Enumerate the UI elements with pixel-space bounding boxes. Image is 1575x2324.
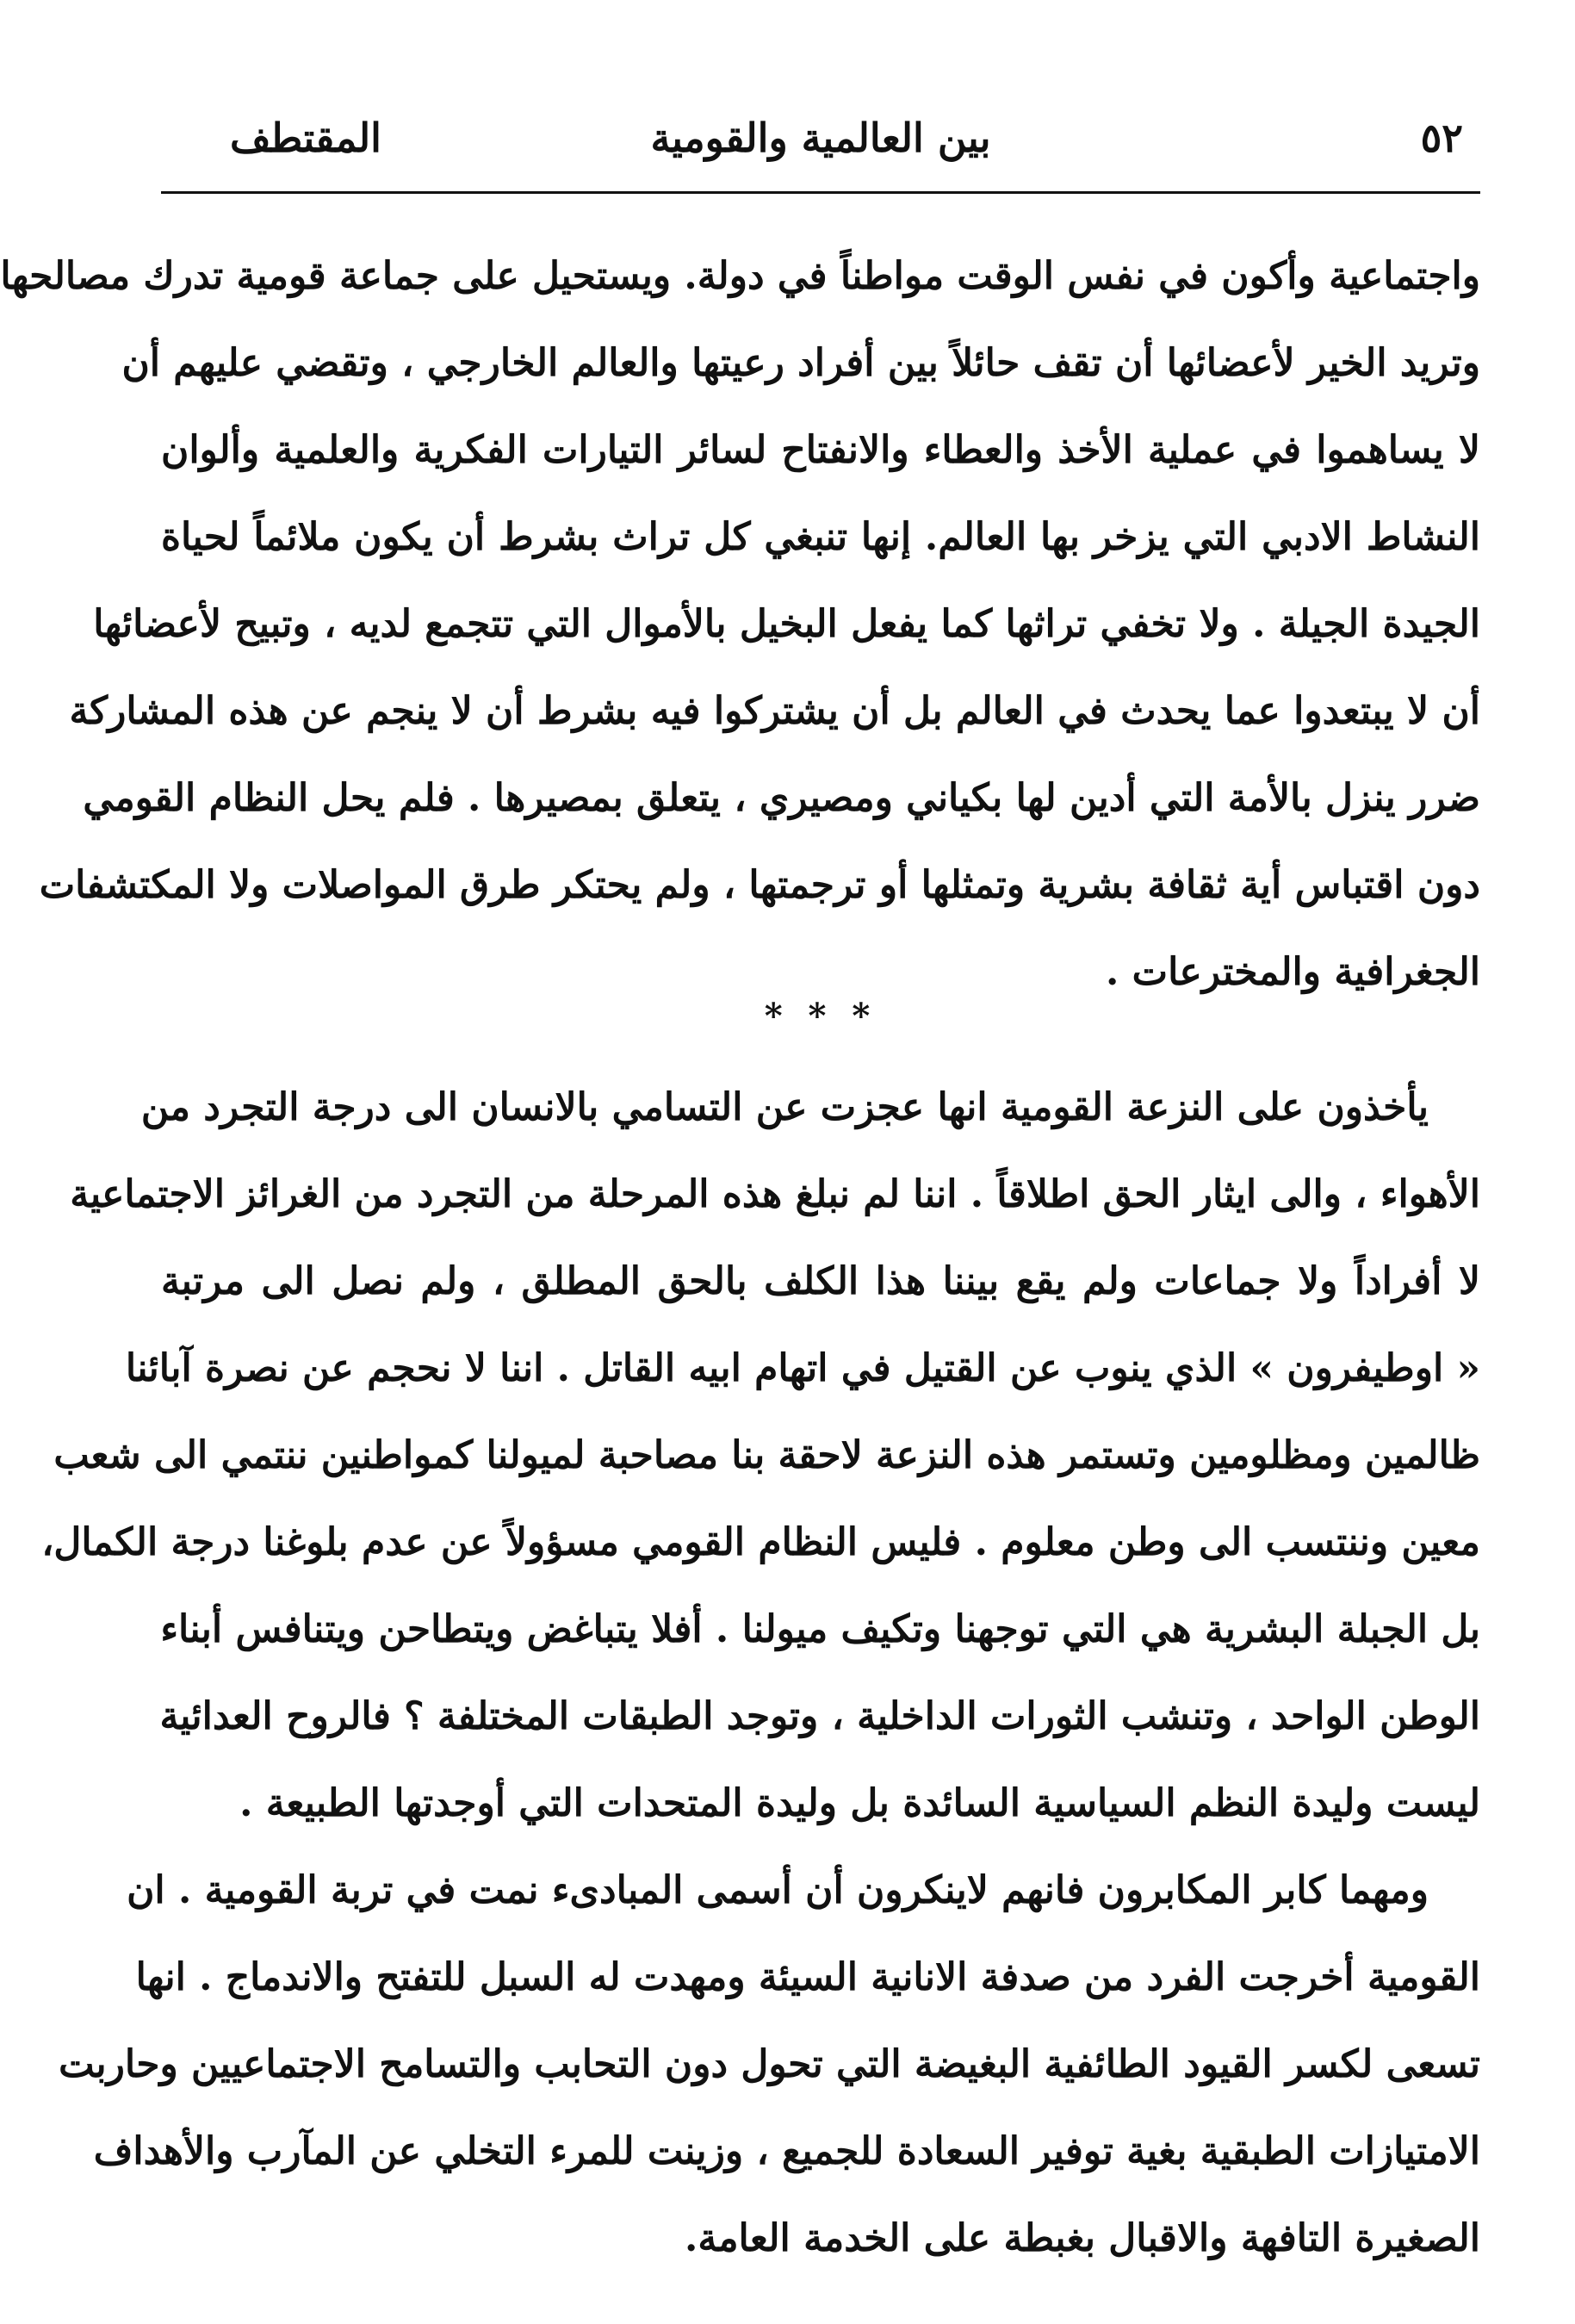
text-line: ومهما كابر المكابرون فانهم لاينكرون أن أسمى المبادىء نمت في تربة القومية . ان: [127, 1868, 1429, 1912]
body-continued: [41, 1064, 1480, 2282]
text-line: ليست وليدة النظم السياسية السائدة بل وليدة المتحدات التي أوجدتها الطبيعة .: [239, 1781, 1480, 1825]
text-line: الجيدة الجيلة . ولا تخفي تراثها كما يفعل البخيل بالأموال التي تتجمع لديه ، وتبيح لأعضائها: [93, 602, 1480, 646]
section-separator: * * *: [764, 996, 877, 1036]
text-line: الامتيازات الطبقية بغية توفير السعادة للجميع ، وزينت للمرء التخلي عن المآرب والأهداف: [93, 2129, 1480, 2173]
header-rule: [161, 191, 1480, 194]
text-line: الجغرافية والمخترعات .: [1106, 950, 1480, 994]
text-line: بل الجبلة البشرية هي التي توجهنا وتكيف ميولنا . أفلا يتباغض ويتطاحن ويتنافس أبناء: [160, 1607, 1480, 1651]
text-line: ظالمين ومظلومين وتستمر هذه النزعة لاحقة بنا مصاحبة لميولنا كمواطنين ننتمي الى شعب: [53, 1433, 1480, 1477]
text-line: الصغيرة التافهة والاقبال بغبطة على الخدمة العامة.: [685, 2216, 1480, 2260]
paragraph-3: [59, 1847, 1480, 2282]
page-header: [161, 103, 1480, 172]
paragraph-1: [0, 233, 1480, 1016]
text-line: واجتماعية وأكون في نفس الوقت مواطناً في دولة. ويستحيل على جماعة قومية تدرك مصالحها: [0, 254, 1480, 298]
text-line: دون اقتباس أية ثقافة بشرية وتمثلها أو ترجمتها ، ولم يحتكر طرق المواصلات ولا المكتشفات: [39, 863, 1480, 907]
text-line: وتريد الخير لأعضائها أن تقف حائلاً بين أفراد رعيتها والعالم الخارجي ، وتقضي عليهم أن: [121, 341, 1480, 385]
text-line: أن لا يبتعدوا عما يحدث في العالم بل أن يشتركوا فيه بشرط أن لا ينجم عن هذه المشاركة: [69, 689, 1480, 733]
paragraph-2: [41, 1064, 1480, 1847]
page-number: ٥٢: [1420, 115, 1463, 161]
text-line: معين وننتسب الى وطن معلوم . فليس النظام القومي مسؤولاً عن عدم بلوغنا درجة الكمال،: [41, 1520, 1480, 1564]
text-line: الوطن الواحد ، وتنشب الثورات الداخلية ، وتوجد الطبقات المختلفة ؟ فالروح العدائية: [159, 1694, 1480, 1738]
running-title: بين العالمية والقومية: [650, 115, 991, 161]
text-line: لا أفراداً ولا جماعات ولم يقع بيننا هذا الكلف بالحق المطلق ، ولم نصل الى مرتبة: [161, 1259, 1480, 1303]
text-line: لا يساهموا في عملية الأخذ والعطاء والانفتاح لسائر التيارات الفكرية والعلمية وألوان: [161, 428, 1480, 472]
text-line: القومية أخرجت الفرد من صدفة الانانية السيئة ومهدت له السبل للتفتح والاندماج . انها: [135, 1955, 1480, 1999]
journal-name: المقتطف: [230, 115, 381, 161]
text-line: يأخذون على النزعة القومية انها عجزت عن التسامي بالانسان الى درجة التجرد من: [140, 1085, 1429, 1129]
text-line: النشاط الادبي التي يزخر بها العالم. إنها تنبغي كل تراث بشرط أن يكون ملائماً لحياة: [161, 515, 1480, 559]
text-line: الأهواء ، والى ايثار الحق اطلاقاً . اننا لم نبلغ هذه المرحلة من التجرد من الغرائز الاجتماعية: [70, 1172, 1480, 1216]
text-line: ضرر ينزل بالأمة التي أدين لها بكياني ومصيري ، يتعلق بمصيرها . فلم يحل النظام القومي: [83, 776, 1480, 820]
text-line: « اوطيفرون » الذي ينوب عن القتيل في اتهام ابيه القاتل . اننا لا نحجم عن نصرة آبائنا: [125, 1346, 1480, 1390]
text-line: تسعى لكسر القيود الطائفية البغيضة التي تحول دون التحابب والتسامح الاجتماعيين وحاربت: [59, 2042, 1480, 2086]
